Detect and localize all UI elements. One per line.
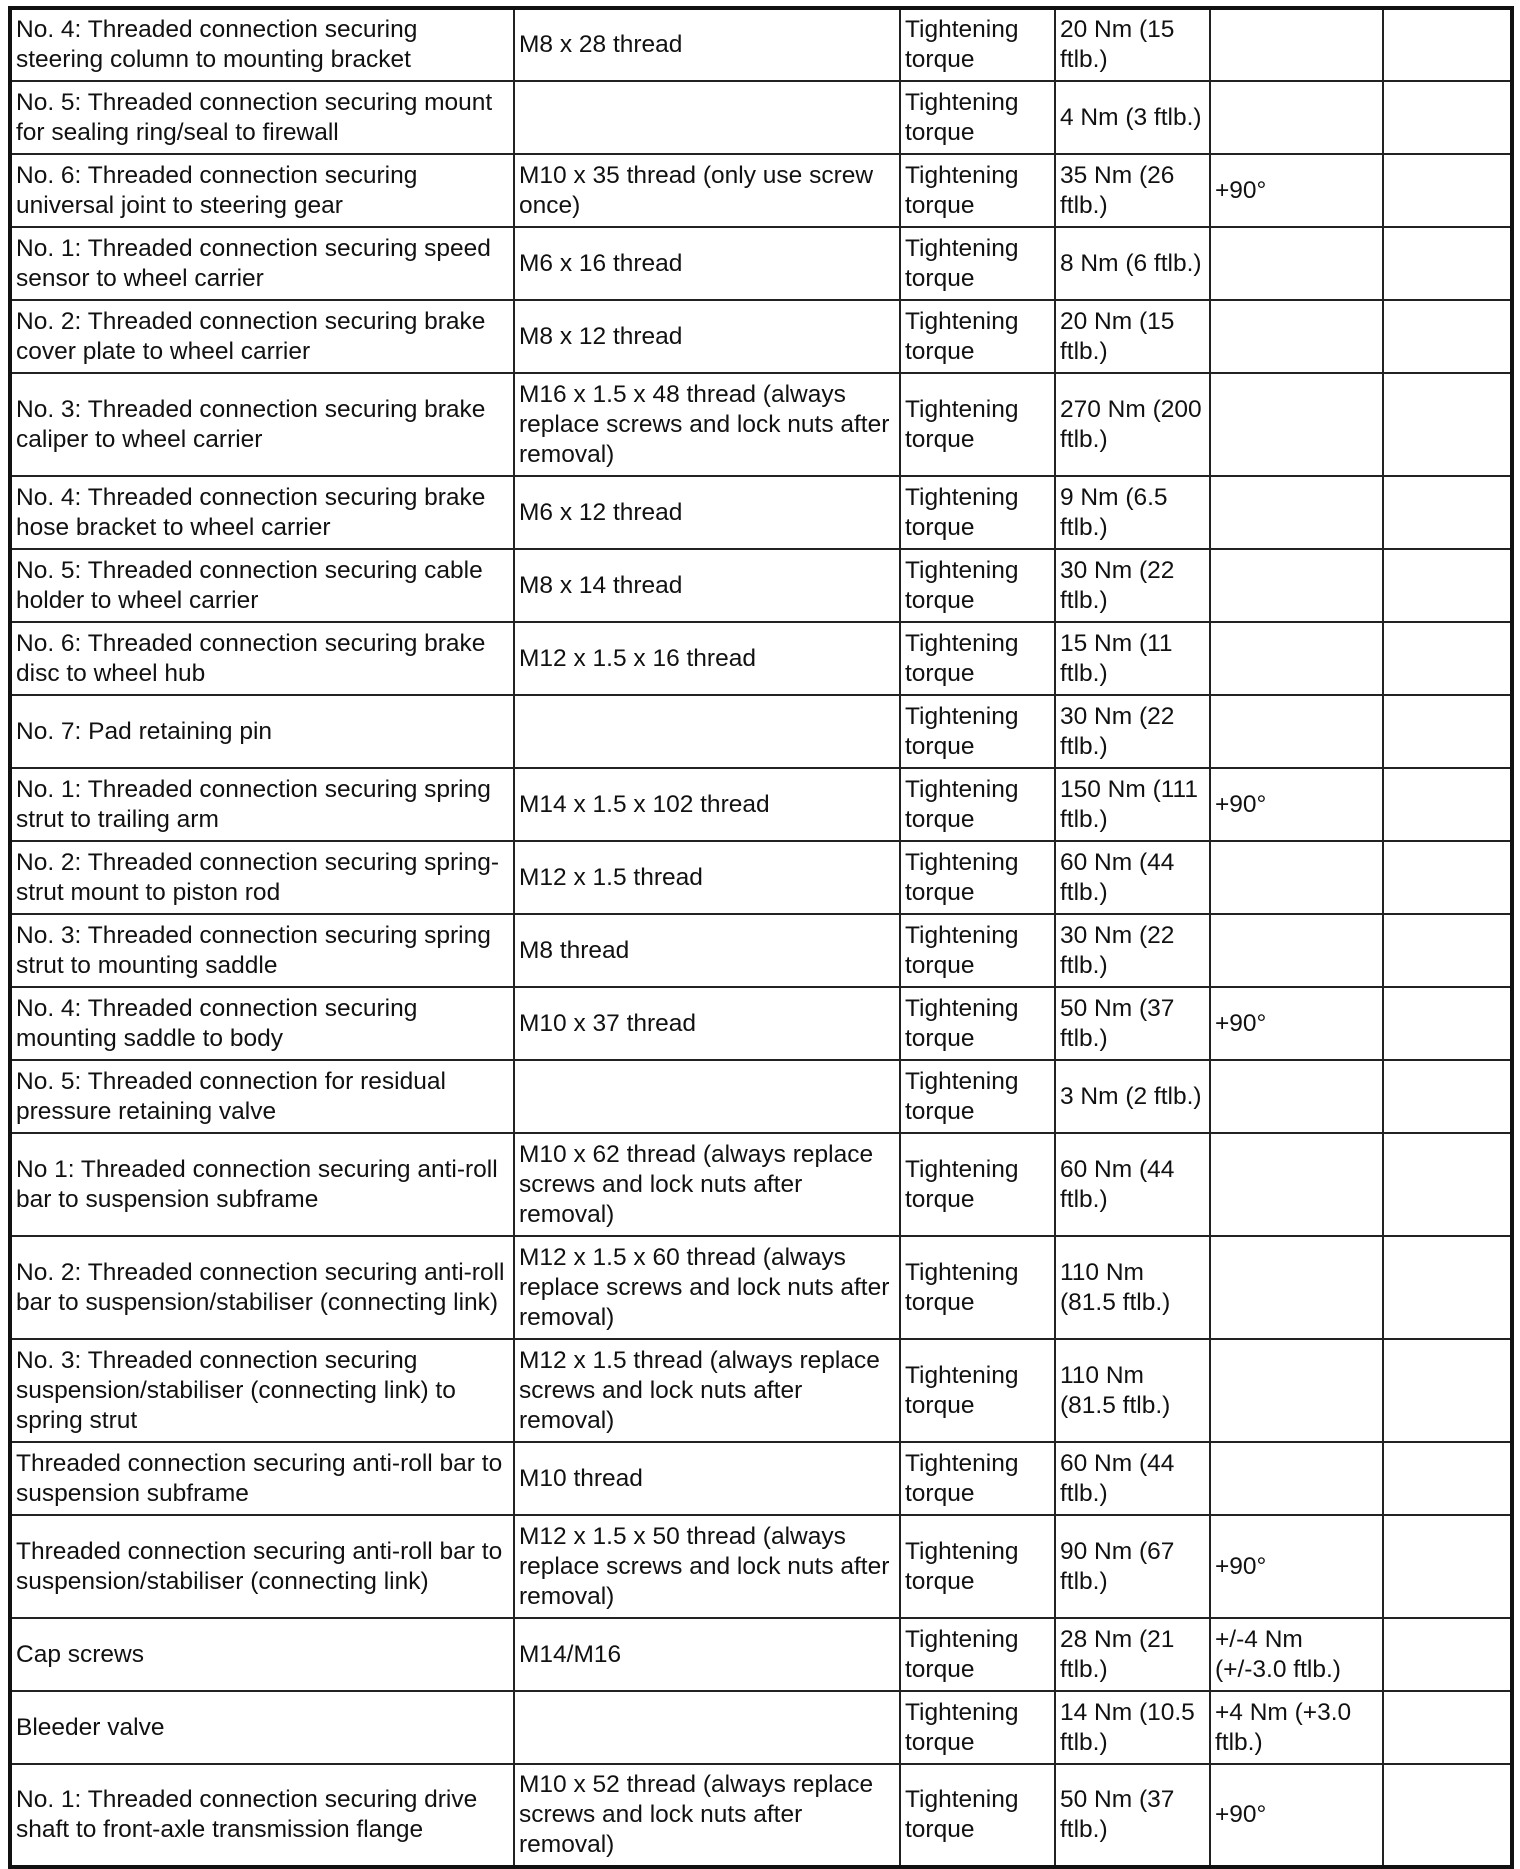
additional-angle-cell: +90° xyxy=(1210,1764,1383,1867)
torque-value-cell: 60 Nm (44 ftlb.) xyxy=(1055,841,1210,914)
table-row xyxy=(10,1339,1512,1442)
table-row xyxy=(10,1618,1512,1691)
blank-cell xyxy=(1383,695,1512,768)
blank-cell xyxy=(1383,1060,1512,1133)
table-row xyxy=(10,8,1512,81)
torque-value-cell: 60 Nm (44 ftlb.) xyxy=(1055,1133,1210,1236)
blank-cell xyxy=(1383,841,1512,914)
blank-cell xyxy=(1383,476,1512,549)
description-cell: No. 5: Threaded connection securing mount for sealing ring/seal to firewall xyxy=(10,81,514,154)
thread-cell: M8 x 12 thread xyxy=(514,300,900,373)
description-cell: No. 7: Pad retaining pin xyxy=(10,695,514,768)
table-row xyxy=(10,81,1512,154)
thread-cell: M6 x 12 thread xyxy=(514,476,900,549)
parameter-cell: Tightening torque xyxy=(900,1618,1055,1691)
thread-cell: M12 x 1.5 thread xyxy=(514,841,900,914)
blank-cell xyxy=(1383,1339,1512,1442)
table-row xyxy=(10,1515,1512,1618)
additional-angle-cell xyxy=(1210,8,1383,81)
additional-angle-cell: +/-4 Nm (+/-3.0 ftlb.) xyxy=(1210,1618,1383,1691)
torque-value-cell: 270 Nm (200 ftlb.) xyxy=(1055,373,1210,476)
thread-cell: M16 x 1.5 x 48 thread (always replace screws and lock nuts after removal) xyxy=(514,373,900,476)
torque-value-cell: 28 Nm (21 ftlb.) xyxy=(1055,1618,1210,1691)
table-row xyxy=(10,768,1512,841)
additional-angle-cell xyxy=(1210,841,1383,914)
additional-angle-cell xyxy=(1210,1236,1383,1339)
parameter-cell: Tightening torque xyxy=(900,768,1055,841)
table-row xyxy=(10,549,1512,622)
thread-cell: M10 x 62 thread (always replace screws and lock nuts after removal) xyxy=(514,1133,900,1236)
torque-value-cell: 50 Nm (37 ftlb.) xyxy=(1055,987,1210,1060)
table-row xyxy=(10,300,1512,373)
torque-value-cell: 15 Nm (11 ftlb.) xyxy=(1055,622,1210,695)
thread-cell: M10 thread xyxy=(514,1442,900,1515)
blank-cell xyxy=(1383,300,1512,373)
blank-cell xyxy=(1383,227,1512,300)
additional-angle-cell xyxy=(1210,227,1383,300)
table-row xyxy=(10,476,1512,549)
description-cell: No 1: Threaded connection securing anti-roll bar to suspension subframe xyxy=(10,1133,514,1236)
torque-value-cell: 20 Nm (15 ftlb.) xyxy=(1055,8,1210,81)
thread-cell: M14/M16 xyxy=(514,1618,900,1691)
parameter-cell: Tightening torque xyxy=(900,1339,1055,1442)
thread-cell: M12 x 1.5 thread (always replace screws and lock nuts after removal) xyxy=(514,1339,900,1442)
blank-cell xyxy=(1383,1442,1512,1515)
parameter-cell: Tightening torque xyxy=(900,154,1055,227)
torque-value-cell: 30 Nm (22 ftlb.) xyxy=(1055,549,1210,622)
description-cell: No. 6: Threaded connection securing universal joint to steering gear xyxy=(10,154,514,227)
blank-cell xyxy=(1383,1764,1512,1867)
table-row xyxy=(10,1236,1512,1339)
parameter-cell: Tightening torque xyxy=(900,549,1055,622)
additional-angle-cell: +90° xyxy=(1210,987,1383,1060)
description-cell: No. 5: Threaded connection for residual pressure retaining valve xyxy=(10,1060,514,1133)
additional-angle-cell xyxy=(1210,476,1383,549)
thread-cell: M12 x 1.5 x 16 thread xyxy=(514,622,900,695)
description-cell: No. 5: Threaded connection securing cable holder to wheel carrier xyxy=(10,549,514,622)
torque-value-cell: 30 Nm (22 ftlb.) xyxy=(1055,914,1210,987)
description-cell: No. 2: Threaded connection securing brake cover plate to wheel carrier xyxy=(10,300,514,373)
blank-cell xyxy=(1383,8,1512,81)
thread-cell: M12 x 1.5 x 60 thread (always replace screws and lock nuts after removal) xyxy=(514,1236,900,1339)
parameter-cell: Tightening torque xyxy=(900,914,1055,987)
description-cell: Bleeder valve xyxy=(10,1691,514,1764)
blank-cell xyxy=(1383,1236,1512,1339)
torque-value-cell: 110 Nm (81.5 ftlb.) xyxy=(1055,1339,1210,1442)
blank-cell xyxy=(1383,1133,1512,1236)
thread-cell: M8 x 14 thread xyxy=(514,549,900,622)
blank-cell xyxy=(1383,914,1512,987)
additional-angle-cell xyxy=(1210,373,1383,476)
thread-cell: M8 x 28 thread xyxy=(514,8,900,81)
blank-cell xyxy=(1383,81,1512,154)
additional-angle-cell: +90° xyxy=(1210,154,1383,227)
parameter-cell: Tightening torque xyxy=(900,81,1055,154)
description-cell: Threaded connection securing anti-roll bar to suspension subframe xyxy=(10,1442,514,1515)
torque-value-cell: 20 Nm (15 ftlb.) xyxy=(1055,300,1210,373)
table-row xyxy=(10,1764,1512,1867)
page xyxy=(8,6,1510,1858)
blank-cell xyxy=(1383,1515,1512,1618)
parameter-cell: Tightening torque xyxy=(900,300,1055,373)
description-cell: No. 2: Threaded connection securing anti-roll bar to suspension/stabiliser (connecting link) xyxy=(10,1236,514,1339)
thread-cell: M8 thread xyxy=(514,914,900,987)
torque-value-cell: 50 Nm (37 ftlb.) xyxy=(1055,1764,1210,1867)
description-cell: No. 3: Threaded connection securing brake caliper to wheel carrier xyxy=(10,373,514,476)
parameter-cell: Tightening torque xyxy=(900,695,1055,768)
blank-cell xyxy=(1383,622,1512,695)
table-row xyxy=(10,841,1512,914)
thread-cell: M10 x 37 thread xyxy=(514,987,900,1060)
blank-cell xyxy=(1383,1691,1512,1764)
torque-value-cell: 4 Nm (3 ftlb.) xyxy=(1055,81,1210,154)
additional-angle-cell xyxy=(1210,622,1383,695)
thread-cell xyxy=(514,81,900,154)
table-row xyxy=(10,1133,1512,1236)
description-cell: No. 1: Threaded connection securing spring strut to trailing arm xyxy=(10,768,514,841)
blank-cell xyxy=(1383,154,1512,227)
thread-cell: M14 x 1.5 x 102 thread xyxy=(514,768,900,841)
description-cell: No. 1: Threaded connection securing speed sensor to wheel carrier xyxy=(10,227,514,300)
torque-value-cell: 110 Nm (81.5 ftlb.) xyxy=(1055,1236,1210,1339)
description-cell: No. 4: Threaded connection securing steering column to mounting bracket xyxy=(10,8,514,81)
blank-cell xyxy=(1383,987,1512,1060)
thread-cell xyxy=(514,695,900,768)
description-cell: Cap screws xyxy=(10,1618,514,1691)
additional-angle-cell: +4 Nm (+3.0 ftlb.) xyxy=(1210,1691,1383,1764)
table-row xyxy=(10,695,1512,768)
torque-value-cell: 3 Nm (2 ftlb.) xyxy=(1055,1060,1210,1133)
parameter-cell: Tightening torque xyxy=(900,622,1055,695)
thread-cell xyxy=(514,1691,900,1764)
thread-cell xyxy=(514,1060,900,1133)
parameter-cell: Tightening torque xyxy=(900,1515,1055,1618)
additional-angle-cell: +90° xyxy=(1210,768,1383,841)
thread-cell: M6 x 16 thread xyxy=(514,227,900,300)
torque-value-cell: 150 Nm (111 ftlb.) xyxy=(1055,768,1210,841)
parameter-cell: Tightening torque xyxy=(900,227,1055,300)
table-row xyxy=(10,373,1512,476)
description-cell: No. 1: Threaded connection securing drive shaft to front-axle transmission flange xyxy=(10,1764,514,1867)
parameter-cell: Tightening torque xyxy=(900,1133,1055,1236)
description-cell: No. 2: Threaded connection securing spring-strut mount to piston rod xyxy=(10,841,514,914)
parameter-cell: Tightening torque xyxy=(900,1060,1055,1133)
parameter-cell: Tightening torque xyxy=(900,1442,1055,1515)
table-row xyxy=(10,1442,1512,1515)
torque-value-cell: 9 Nm (6.5 ftlb.) xyxy=(1055,476,1210,549)
additional-angle-cell xyxy=(1210,1339,1383,1442)
torque-value-cell: 8 Nm (6 ftlb.) xyxy=(1055,227,1210,300)
table-row xyxy=(10,622,1512,695)
parameter-cell: Tightening torque xyxy=(900,1691,1055,1764)
additional-angle-cell xyxy=(1210,1060,1383,1133)
torque-spec-table xyxy=(8,6,1514,1869)
additional-angle-cell xyxy=(1210,914,1383,987)
parameter-cell: Tightening torque xyxy=(900,373,1055,476)
parameter-cell: Tightening torque xyxy=(900,987,1055,1060)
description-cell: No. 6: Threaded connection securing brake disc to wheel hub xyxy=(10,622,514,695)
table-row xyxy=(10,154,1512,227)
table-row xyxy=(10,1691,1512,1764)
parameter-cell: Tightening torque xyxy=(900,1236,1055,1339)
torque-spec-table-body xyxy=(10,8,1512,1867)
torque-value-cell: 14 Nm (10.5 ftlb.) xyxy=(1055,1691,1210,1764)
thread-cell: M10 x 52 thread (always replace screws and lock nuts after removal) xyxy=(514,1764,900,1867)
description-cell: Threaded connection securing anti-roll bar to suspension/stabiliser (connecting link) xyxy=(10,1515,514,1618)
parameter-cell: Tightening torque xyxy=(900,841,1055,914)
description-cell: No. 4: Threaded connection securing brake hose bracket to wheel carrier xyxy=(10,476,514,549)
parameter-cell: Tightening torque xyxy=(900,476,1055,549)
description-cell: No. 3: Threaded connection securing spring strut to mounting saddle xyxy=(10,914,514,987)
torque-value-cell: 35 Nm (26 ftlb.) xyxy=(1055,154,1210,227)
blank-cell xyxy=(1383,1618,1512,1691)
additional-angle-cell xyxy=(1210,81,1383,154)
additional-angle-cell: +90° xyxy=(1210,1515,1383,1618)
additional-angle-cell xyxy=(1210,549,1383,622)
description-cell: No. 4: Threaded connection securing mounting saddle to body xyxy=(10,987,514,1060)
table-row xyxy=(10,987,1512,1060)
additional-angle-cell xyxy=(1210,300,1383,373)
description-cell: No. 3: Threaded connection securing suspension/stabiliser (connecting link) to spring strut xyxy=(10,1339,514,1442)
table-row xyxy=(10,227,1512,300)
torque-value-cell: 30 Nm (22 ftlb.) xyxy=(1055,695,1210,768)
torque-value-cell: 60 Nm (44 ftlb.) xyxy=(1055,1442,1210,1515)
thread-cell: M10 x 35 thread (only use screw once) xyxy=(514,154,900,227)
torque-value-cell: 90 Nm (67 ftlb.) xyxy=(1055,1515,1210,1618)
additional-angle-cell xyxy=(1210,1442,1383,1515)
blank-cell xyxy=(1383,549,1512,622)
additional-angle-cell xyxy=(1210,695,1383,768)
blank-cell xyxy=(1383,768,1512,841)
table-row xyxy=(10,1060,1512,1133)
table-row xyxy=(10,914,1512,987)
blank-cell xyxy=(1383,373,1512,476)
parameter-cell: Tightening torque xyxy=(900,8,1055,81)
parameter-cell: Tightening torque xyxy=(900,1764,1055,1867)
additional-angle-cell xyxy=(1210,1133,1383,1236)
thread-cell: M12 x 1.5 x 50 thread (always replace screws and lock nuts after removal) xyxy=(514,1515,900,1618)
